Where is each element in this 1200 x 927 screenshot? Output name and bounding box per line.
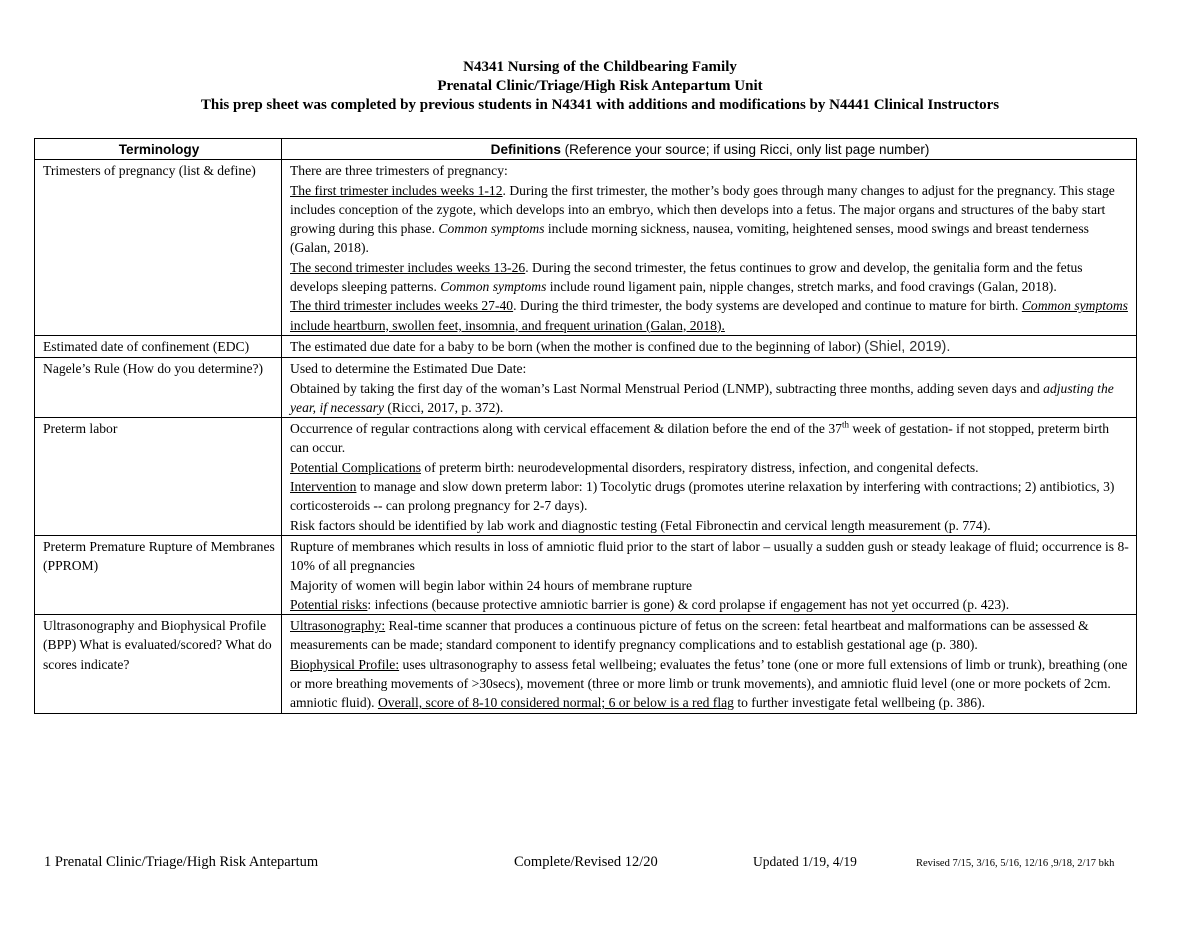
definitions-header (282, 139, 1137, 160)
ultrasonography-definition (290, 616, 1130, 655)
edc-definition: The estimated due date for a baby to be born (when the mother is confined due to the beginning of labor) (290, 338, 865, 354)
definition-cell (282, 358, 1137, 418)
table-row (35, 535, 1137, 614)
second-trimester-symptoms: include round ligament pain, nipple changes, stretch marks, and food cravings (Galan, 2018). (546, 279, 1057, 295)
bpp-end: to further investigate fetal wellbeing (p. 386). (733, 695, 985, 711)
table-row (35, 418, 1137, 536)
preterm-definition-end: week of gestation- if not stopped, preterm birth can occur. (290, 421, 1110, 456)
footer-revision-history: Revised 7/15, 3/16, 5/16, 12/16 ,9/18, 2/17 bkh (916, 858, 1115, 869)
preterm-risk-factors: Risk factors should be identified by lab work and diagnostic testing (Fetal Fibronectin and cervical length measurement (p. 774). (290, 517, 991, 533)
term-cell: Preterm Premature Rupture of Membranes (PPROM) (35, 535, 282, 614)
table-row (35, 358, 1137, 418)
risks-text: : infections (because protective amniotic barrier is gone) & cord prolapse if engagement has not yet occurred (p. 423). (367, 596, 1010, 612)
table-row (35, 615, 1137, 713)
definitions-label: Definitions (490, 142, 561, 157)
definition-cell (282, 418, 1137, 536)
first-trimester (290, 181, 1130, 258)
nagele-method-italic: adjusting the year, if necessary (290, 380, 1114, 415)
bpp-score-note: Overall, score of 8-10 considered normal; 6 or below is a red flag (377, 695, 734, 711)
footer-updated: Updated 1/19, 4/19 (753, 854, 857, 869)
prep-note: This prep sheet was completed by previous students in N4341 with additions and modifications by N4441 Clinical Instructors (200, 97, 1000, 113)
preterm-complications (290, 458, 1130, 477)
pprom-definition: Rupture of membranes which results in loss of amniotic fluid prior to the start of labor – usually a sudden gush or steady leakage of fluid; occurrence is 8-10% of all pregnancies (290, 538, 1129, 574)
term-cell: Estimated date of confinement (EDC) (35, 335, 282, 357)
nagele-method (290, 379, 1130, 418)
second-trimester-heading: The second trimester includes weeks 13-26 (290, 259, 526, 275)
third-trimester-text: . During the third trimester, the body systems are developed and continue to mature for birth. (513, 298, 1022, 314)
definition-cell (282, 615, 1137, 713)
first-trimester-symptoms: include morning sickness, nausea, vomiting, heightened senses, mood swings and breast tenderness (Galan, 2018). (290, 221, 1089, 256)
document-header (0, 58, 1200, 115)
first-trimester-text: . During the first trimester, the mother’s body goes through many changes to adjust for the pregnancy. This stage includes conception of the zygote, which develops into an embryo, which then develops into a fetus. The major organs and structures of the baby start growing during this phase. (290, 182, 1115, 237)
edc-citation: (Shiel, 2019). (864, 338, 951, 355)
third-trimester-heading: The third trimester includes weeks 27-40 (290, 298, 514, 314)
second-trimester (290, 258, 1130, 297)
terminology-header: Terminology (35, 139, 282, 160)
nagele-purpose: Used to determine the Estimated Due Date: (290, 361, 527, 377)
terminology-table (34, 138, 1137, 714)
preterm-definition-text: Occurrence of regular contractions along with cervical effacement & dilation before the end of the 37 (290, 421, 842, 437)
definitions-note: (Reference your source; if using Ricci, only list page number) (564, 142, 930, 157)
superscript: th (841, 419, 849, 430)
pprom-onset: Majority of women will begin labor within 24 hours of membrane rupture (290, 577, 693, 593)
preterm-definition (290, 419, 1130, 458)
page-footer (44, 854, 1154, 874)
bpp-definition (290, 655, 1130, 713)
unit-title: Prenatal Clinic/Triage/High Risk Antepartum Unit (437, 78, 763, 94)
complications-text: of preterm birth: neurodevelopmental disorders, respiratory distress, infection, and congenital defects. (421, 459, 979, 475)
footer-revised: Complete/Revised 12/20 (514, 854, 658, 870)
third-trimester-symptoms-label: Common symptoms (1021, 298, 1128, 314)
second-trimester-symptoms-label: Common symptoms (440, 279, 547, 295)
bpp-label: Biophysical Profile: (290, 656, 400, 672)
table-header-row (35, 139, 1137, 160)
second-trimester-text: . During the second trimester, the fetus continues to grow and develop, the genitalia form and the fetus develops sleeping patterns. (290, 259, 1083, 295)
first-trimester-heading: The first trimester includes weeks 1-12 (290, 182, 503, 198)
ultrasonography-text: Real-time scanner that produces a continuous picture of fetus on the screen: fetal heartbeat and malformations can be assessed & measurements can be made; standard component to identify pregnancy complications and to establish gestational age (p. 380). (290, 618, 1089, 653)
third-trimester (290, 296, 1130, 335)
definition-cell (282, 535, 1137, 614)
pprom-risks (290, 595, 1130, 614)
risks-label: Potential risks (290, 596, 368, 612)
table-row (35, 160, 1137, 336)
bpp-text: uses ultrasonography to assess fetal wellbeing; evaluates the fetus’ tone (one or more full extensions of limb or trunk), breathing (one or more breathing movements of >30secs), movement (three or more limb or trunk movements), and amniotic fluid level (one or more pockets of 2cm. amniotic fluid). (290, 656, 1128, 711)
definition-cell (282, 335, 1137, 357)
definition-cell (282, 160, 1137, 336)
term-cell: Nagele’s Rule (How do you determine?) (35, 358, 282, 418)
ultrasonography-label: Ultrasonography: (290, 618, 386, 634)
course-title: N4341 Nursing of the Childbearing Family (463, 59, 737, 75)
preterm-intervention (290, 477, 1130, 516)
term-cell: Trimesters of pregnancy (list & define) (35, 160, 282, 336)
footer-title: 1 Prenatal Clinic/Triage/High Risk Antepartum (44, 854, 319, 870)
nagele-method-citation: (Ricci, 2017, p. 372). (384, 399, 504, 415)
term-cell: Preterm labor (35, 418, 282, 536)
table-row (35, 335, 1137, 357)
term-cell: Ultrasonography and Biophysical Profile (BPP) What is evaluated/scored? What do scores indicate? (35, 615, 282, 713)
intervention-label: Intervention (290, 479, 357, 495)
trimesters-intro: There are three trimesters of pregnancy: (290, 163, 508, 179)
nagele-method-text: Obtained by taking the first day of the woman’s Last Normal Menstrual Period (LNMP), subtracting three months, adding seven days and (290, 380, 1044, 396)
intervention-text: to manage and slow down preterm labor: 1) Tocolytic drugs (promotes uterine relaxation by interfering with contractions; 2) antibiotics, 3) corticosteroids -- can prolong pregnancy for 2-7 days). (290, 479, 1115, 514)
first-trimester-symptoms-label: Common symptoms (438, 221, 545, 237)
complications-label: Potential Complications (290, 459, 422, 475)
third-trimester-symptoms: include heartburn, swollen feet, insomnia, and frequent urination (Galan, 2018). (290, 317, 725, 333)
